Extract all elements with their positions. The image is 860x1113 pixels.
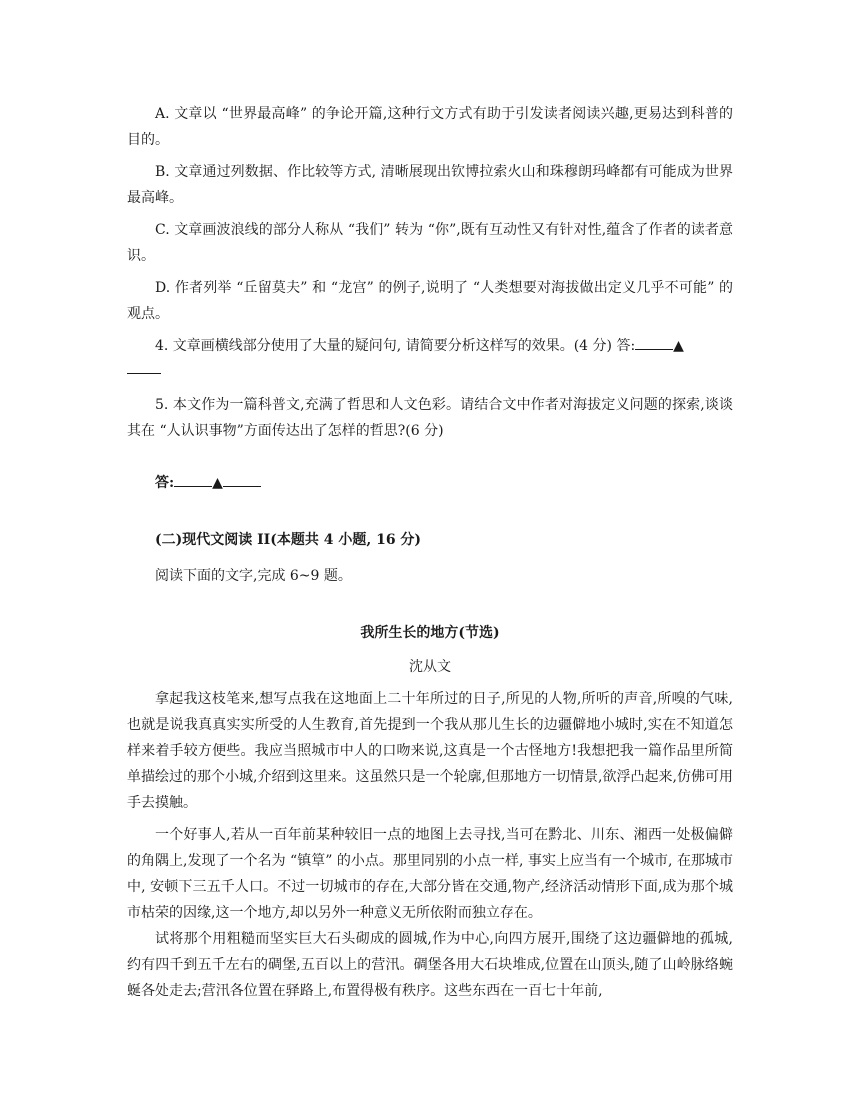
article-paragraph-1: 拿起我这枝笔来,想写点我在这地面上二十年所过的日子,所见的人物,所听的声音,所嗅的气味, 也就是说我真真实实所受的人生教育,首先提到一个我从那儿生长的边疆僻地小城时,实在不知道怎样来着手较方便些。我应当照城市中人的口吻来说,这真是一个古怪地方!我想把我一篇作品里所简单描绘过的那个小城,介绍到这里来。这虽然只是一个轮廓,但那地方一切情景,欲浮凸起来,仿佛可用手去摸触。 [127,691,733,811]
question-5: 5. 本文作为一篇科普文,充满了哲思和人文色彩。请结合文中作者对海拔定义问题的探索,谈谈其在 “人认识事物”方面传达出了怎样的哲思?(6 分) [127,397,733,439]
question-4-text: 4. 文章画横线部分使用了大量的疑问句, 请简要分析这样写的效果。(4 分) 答: [155,338,636,354]
answer-blank[interactable] [635,335,673,350]
triangle-mark: ▲ [673,338,684,354]
section-heading: (二)现代文阅读 II(本题共 4 小题, 16 分) [155,532,422,548]
article-paragraph-2: 一个好事人,若从一百年前某种较旧一点的地图上去寻找,当可在黔北、川东、湘西一处极偏僻的角隅上,发现了一个名为 “镇筸” 的小点。那里同别的小点一样, 事实上应当有一个城市, 在那城市中, 安顿下三五千人口。不过一切城市的存在,大部分皆在交通,物产,经济活动情形下面,成为那个城市枯荣的因缘,这一个地方,却以另外一种意义无所依附而独立存在。 [127,827,733,921]
section-instruction: 阅读下面的文字,完成 6~9 题。 [155,568,352,584]
article-author: 沈从文 [409,659,451,675]
answer-line[interactable] [127,373,161,374]
article-paragraph-3: 试将那个用粗糙而坚实巨大石头砌成的圆城,作为中心,向四方展开,围绕了这边疆僻地的孤城, 约有四千到五千左右的碉堡,五百以上的营汛。碉堡各用大石块堆成,位置在山顶头,随了山岭脉络蜿蜒各处走去;营汛各位置在驿路上,布置得极有秩序。这些东西在一百七十年前, [127,931,733,999]
answer-label: 答: [155,475,175,491]
option-a: A. 文章以 “世界最高峰” 的争论开篇,这种行文方式有助于引发读者阅读兴趣,更易达到科普的目的。 [127,106,733,148]
answer-row [127,470,733,496]
answer-blank-left[interactable] [174,472,212,487]
article-title: 我所生长的地方(节选) [360,625,500,641]
triangle-mark: ▲ [212,475,223,491]
answer-blank-right[interactable] [223,472,261,487]
option-b: B. 文章通过列数据、作比较等方式, 清晰展现出钦博拉索火山和珠穆朗玛峰都有可能成为世界最高峰。 [127,164,733,206]
question-4 [127,333,733,359]
option-c: C. 文章画波浪线的部分人称从 “我们” 转为 “你”,既有互动性又有针对性,蕴含了作者的读者意识。 [127,222,733,264]
option-d: D. 作者列举 “丘留莫夫” 和 “龙宫” 的例子,说明了 “人类想要对海拔做出定义几乎不可能” 的观点。 [127,280,733,322]
